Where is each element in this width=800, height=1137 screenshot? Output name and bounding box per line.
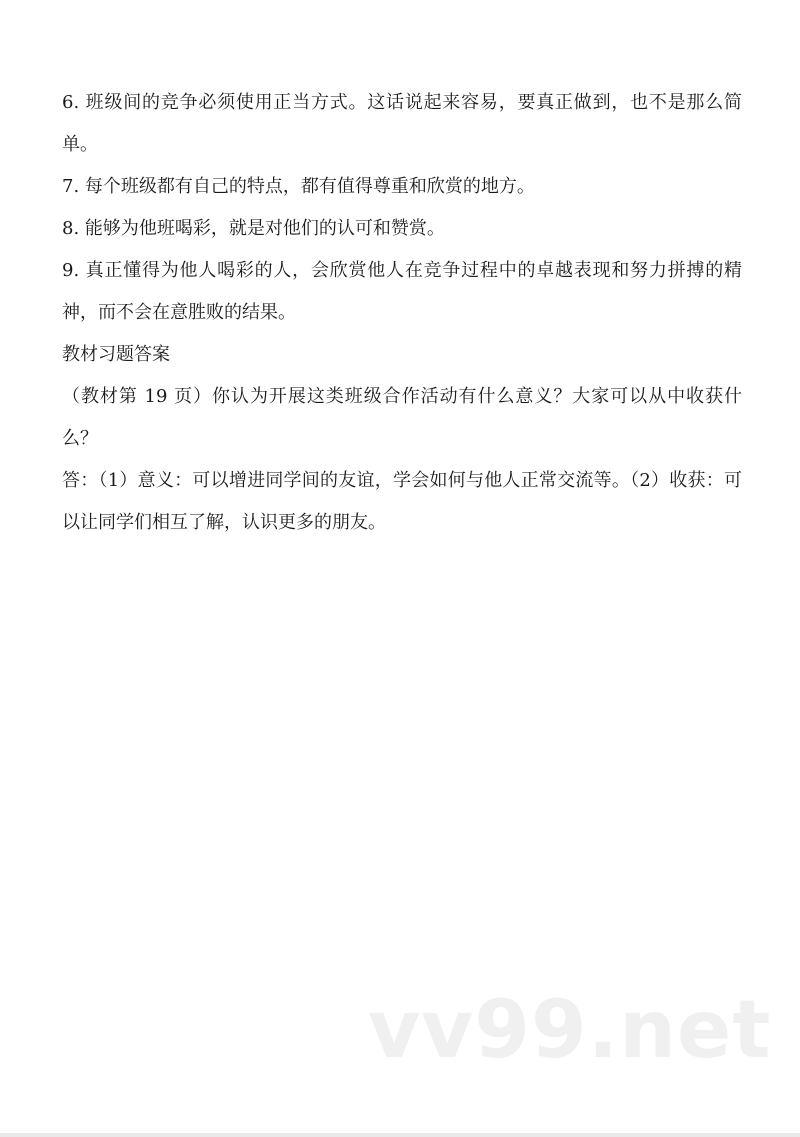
list-item-9: 9. 真正懂得为他人喝彩的人，会欣赏他人在竞争过程中的卓越表现和努力拼搏的精神，而不会在意胜败的结果。	[62, 260, 742, 323]
list-item-7: 7. 每个班级都有自己的特点，都有值得尊重和欣赏的地方。	[62, 176, 535, 197]
question-text: （教材第 19 页）你认为开展这类班级合作活动有什么意义？大家可以从中收获什么？	[62, 386, 742, 449]
watermark: vv99.net	[368, 983, 772, 1076]
answer-text: 答：（1）意义：可以增进同学间的友谊，学会如何与他人正常交流等。（2）收获：可以让同学们相互了解，认识更多的朋友。	[62, 470, 742, 533]
list-item-6: 6. 班级间的竞争必须使用正当方式。这话说起来容易，要真正做到，也不是那么简单。	[62, 92, 742, 155]
list-item-8: 8. 能够为他班喝彩，就是对他们的认可和赞赏。	[62, 218, 445, 239]
document-content	[62, 82, 742, 544]
section-title: 教材习题答案	[62, 344, 170, 365]
page-bottom-edge	[0, 1133, 800, 1137]
